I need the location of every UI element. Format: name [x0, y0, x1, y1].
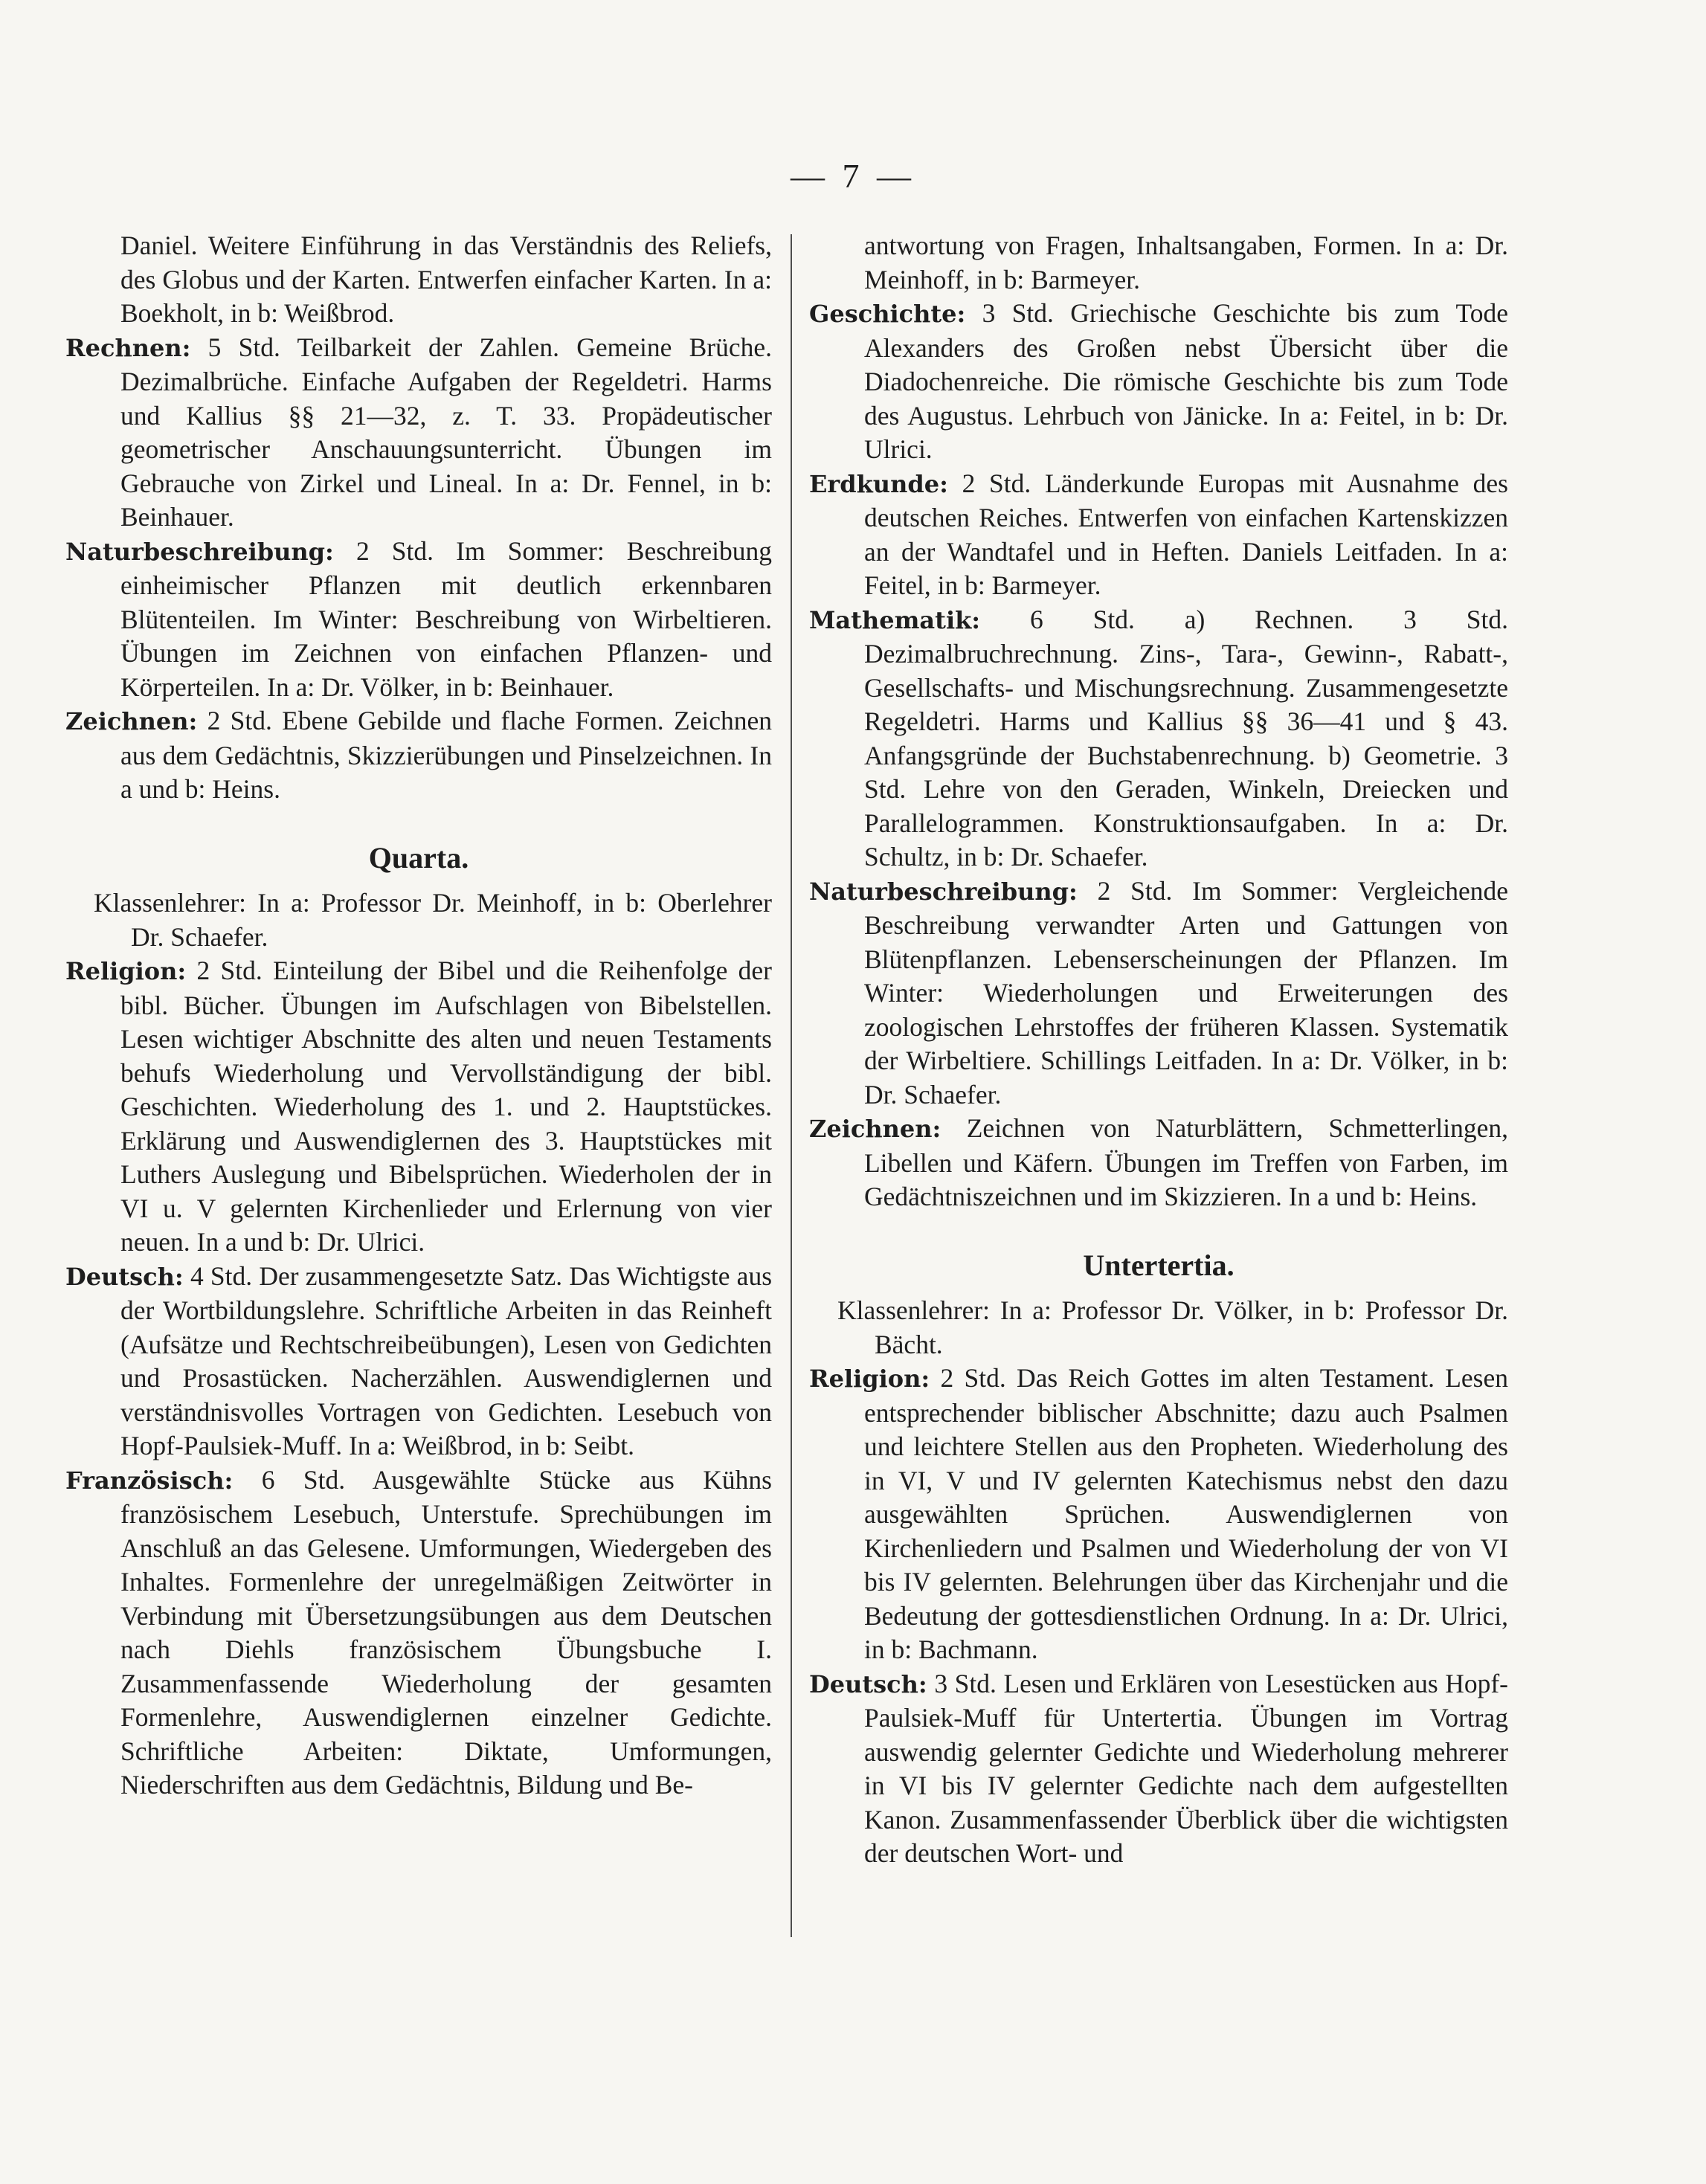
entry-text: 6 Std. Ausgewählte Stücke aus Kühns französischem Lesebuch, Unterstufe. Sprechübungen im Anschluß an das Gelesene. Umformungen, Wiedergeben des Inhaltes. Formenlehre der unregelmäßigen Zeitwörter in Verbindung mit Übersetzungsübungen aus dem Deutschen nach Diehls französischem Übungsbuche I. Zusammenfassende Wiederholung der gesamten Formenlehre, Auswendiglernen einzelner Gedichte. Schriftliche Arbeiten: Diktate, Umformungen, Niederschriften aus dem Gedächtnis, Bildung und Be-: [120, 1464, 772, 1800]
entry-text: 2 Std. Einteilung der Bibel und die Reihenfolge der bibl. Bücher. Übungen im Aufschlagen von Bibelstellen. Lesen wichtiger Abschnitte des alten und neuen Testaments behufs Wiederholung und Vervollständigung der bibl. Geschichten. Wiederholung des 1. und 2. Hauptstückes. Erklärung und Auswendiglernen des 3. Hauptstückes mit Luthers Auslegung und Bibelsprüchen. Wiederholen der in VI u. V gelernten Kirchenlieder und Erlernung von vier neuen. In a und b: Dr. Ulrici.: [120, 956, 772, 1257]
left-entry-zeichnen: [65, 704, 772, 807]
left-entry-deutsch: [65, 1260, 772, 1463]
entry-text: 3 Std. Lesen und Erklären von Lesestücken aus Hopf-Paulsiek-Muff für Untertertia. Übungen im Vortrag auswendig gelernter Gedichte und Wiederholung mehrerer in VI bis IV gelernter Gedichte nach dem aufgestellten Kanon. Zusammenfassender Überblick über die wichtigsten der deutschen Wort- und: [864, 1668, 1509, 1868]
entry-label: Naturbeschreibung:: [65, 537, 334, 566]
right-entry-deutsch: [809, 1667, 1508, 1871]
right-column: [809, 229, 1508, 1871]
entry-text: 3 Std. Griechische Geschichte bis zum Tode Alexanders des Großen nebst Übersicht über die Diadochenreiche. Die römische Geschichte bis zum Tode des Augustus. Lehrbuch von Jänicke. In a: Feitel, in b: Dr. Ulrici.: [864, 298, 1509, 464]
right-entry-erdkunde: [809, 467, 1508, 603]
entry-label: Rechnen:: [65, 333, 191, 362]
entry-text: Zeichnen von Naturblättern, Schmetterlingen, Libellen und Käfern. Übungen im Treffen von Farben, im Gedächtniszeichnen und im Skizzieren. In a und b: Heins.: [864, 1113, 1508, 1211]
left-continuation-paragraph: Daniel. Weitere Einführung in das Verständnis des Reliefs, des Globus und der Karten. Entwerfen einfacher Karten. In a: Boekholt, in b: Weißbrod.: [120, 231, 772, 328]
left-entry-naturbeschreibung: [65, 535, 772, 705]
entry-label: Französisch:: [65, 1466, 234, 1495]
class-teacher-untertertia: Klassenlehrer: In a: Professor Dr. Völker, in b: Professor Dr. Bächt.: [837, 1295, 1508, 1359]
column-divider: [791, 234, 792, 1937]
entry-text: 2 Std. Ebene Gebilde und flache Formen. Zeichnen aus dem Gedächtnis, Skizzierübungen und Pinselzeichnen. In a und b: Heins.: [120, 706, 773, 804]
right-entry-zeichnen: [809, 1112, 1508, 1214]
entry-text: 2 Std. Das Reich Gottes im alten Testament. Lesen entsprechender biblischer Abschnitte; dazu auch Psalmen und leichtere Stellen aus den Propheten. Wiederholung des in VI, V und IV gelernten Katechismus nebst den dazu ausgewählten Sprüchen. Auswendiglernen von Kirchenliedern und Psalmen und Wiederholung der von VI bis IV gelernten. Belehrungen über das Kirchenjahr und die Bedeutung der gottesdienstlichen Ordnung. In a: Dr. Ulrici, in b: Bachmann.: [864, 1363, 1508, 1664]
right-entry-mathematik: [809, 603, 1508, 874]
page-number: — 7 —: [791, 157, 915, 195]
entry-text: 6 Std. a) Rechnen. 3 Std. Dezimalbruchrechnung. Zins-, Tara-, Gewinn-, Rabatt-, Gesellschafts- und Mischungsrechnung. Zusammengesetzte Regeldetri. Harms und Kallius §§ 36—41 und § 43. Anfangsgründe der Buchstabenrechnung. b) Geometrie. 3 Std. Lehre von den Geraden, Winkeln, Dreiecken und Parallelogrammen. Konstruktionsaufgaben. In a: Dr. Schultz, in b: Dr. Schaefer.: [864, 604, 1508, 872]
entry-label: Deutsch:: [65, 1262, 184, 1291]
right-entry-geschichte: [809, 297, 1508, 467]
entry-label: Mathematik:: [809, 605, 981, 634]
entry-text: 2 Std. Im Sommer: Beschreibung einheimischer Pflanzen mit deutlich erkennbaren Blütenteilen. Im Winter: Beschreibung von Wirbeltieren. Übungen im Zeichnen von einfachen Pflanzen- und Körperteilen. In a: Dr. Völker, in b: Beinhauer.: [120, 535, 773, 702]
entry-label: Erdkunde:: [809, 469, 948, 498]
entry-text: 2 Std. Länderkunde Europas mit Ausnahme des deutschen Reiches. Entwerfen von einfachen Kartenskizzen an der Wandtafel und in Heften. Daniels Leitfaden. In a: Feitel, in b: Barmeyer.: [864, 468, 1508, 600]
section-heading-untertertia: Untertertia.: [1083, 1248, 1235, 1282]
entry-text: 2 Std. Im Sommer: Vergleichende Beschreibung verwandter Arten und Gattungen von Blütenpflanzen. Lebenserscheinungen der Pflanzen. Im Winter: Wiederholungen und Erweiterungen des zoologischen Lehrstoffes der früheren Klassen. Systematik der Wirbeltiere. Schillings Leitfaden. In a: Dr. Völker, in b: Dr. Schaefer.: [864, 875, 1509, 1109]
right-continuation-paragraph: antwortung von Fragen, Inhaltsangaben, Formen. In a: Dr. Meinhoff, in b: Barmeyer.: [864, 231, 1508, 294]
entry-label: Zeichnen:: [65, 707, 198, 735]
entry-text: 4 Std. Der zusammengesetzte Satz. Das Wichtigste aus der Wortbildungslehre. Schriftliche Arbeiten in das Reinheft (Aufsätze und Rechtschreibeübungen), Lesen von Gedichten und Prosastücken. Nacherzählen. Auswendiglernen und verständnisvolles Vortragen von Gedichten. Lesebuch von Hopf-Paulsiek-Muff. In a: Weißbrod, in b: Seibt.: [120, 1260, 773, 1460]
entry-label: Zeichnen:: [809, 1115, 941, 1143]
left-column: [65, 229, 772, 1803]
right-entry-naturbeschreibung: [809, 874, 1508, 1112]
left-entry-rechnen: [65, 331, 772, 535]
entry-label: Geschichte:: [809, 300, 966, 328]
entry-text: 5 Std. Teilbarkeit der Zahlen. Gemeine Brüche. Dezimalbrüche. Einfache Aufgaben der Regeldetri. Harms und Kallius §§ 21—32, z. T. 33. Propädeutischer geometrischer Anschauungsunterricht. Übungen im Gebrauche von Zirkel und Lineal. In a: Dr. Fennel, in b: Beinhauer.: [120, 332, 772, 532]
left-entry-franzoesisch: [65, 1463, 772, 1803]
left-entry-religion: [65, 954, 772, 1260]
class-teacher-quarta: Klassenlehrer: In a: Professor Dr. Meinhoff, in b: Oberlehrer Dr. Schaefer.: [94, 888, 772, 952]
entry-label: Religion:: [65, 957, 187, 985]
section-heading-quarta: Quarta.: [368, 840, 469, 874]
entry-label: Deutsch:: [809, 1669, 927, 1698]
entry-label: Naturbeschreibung:: [809, 877, 1078, 906]
right-entry-religion: [809, 1362, 1508, 1667]
entry-label: Religion:: [809, 1365, 930, 1393]
